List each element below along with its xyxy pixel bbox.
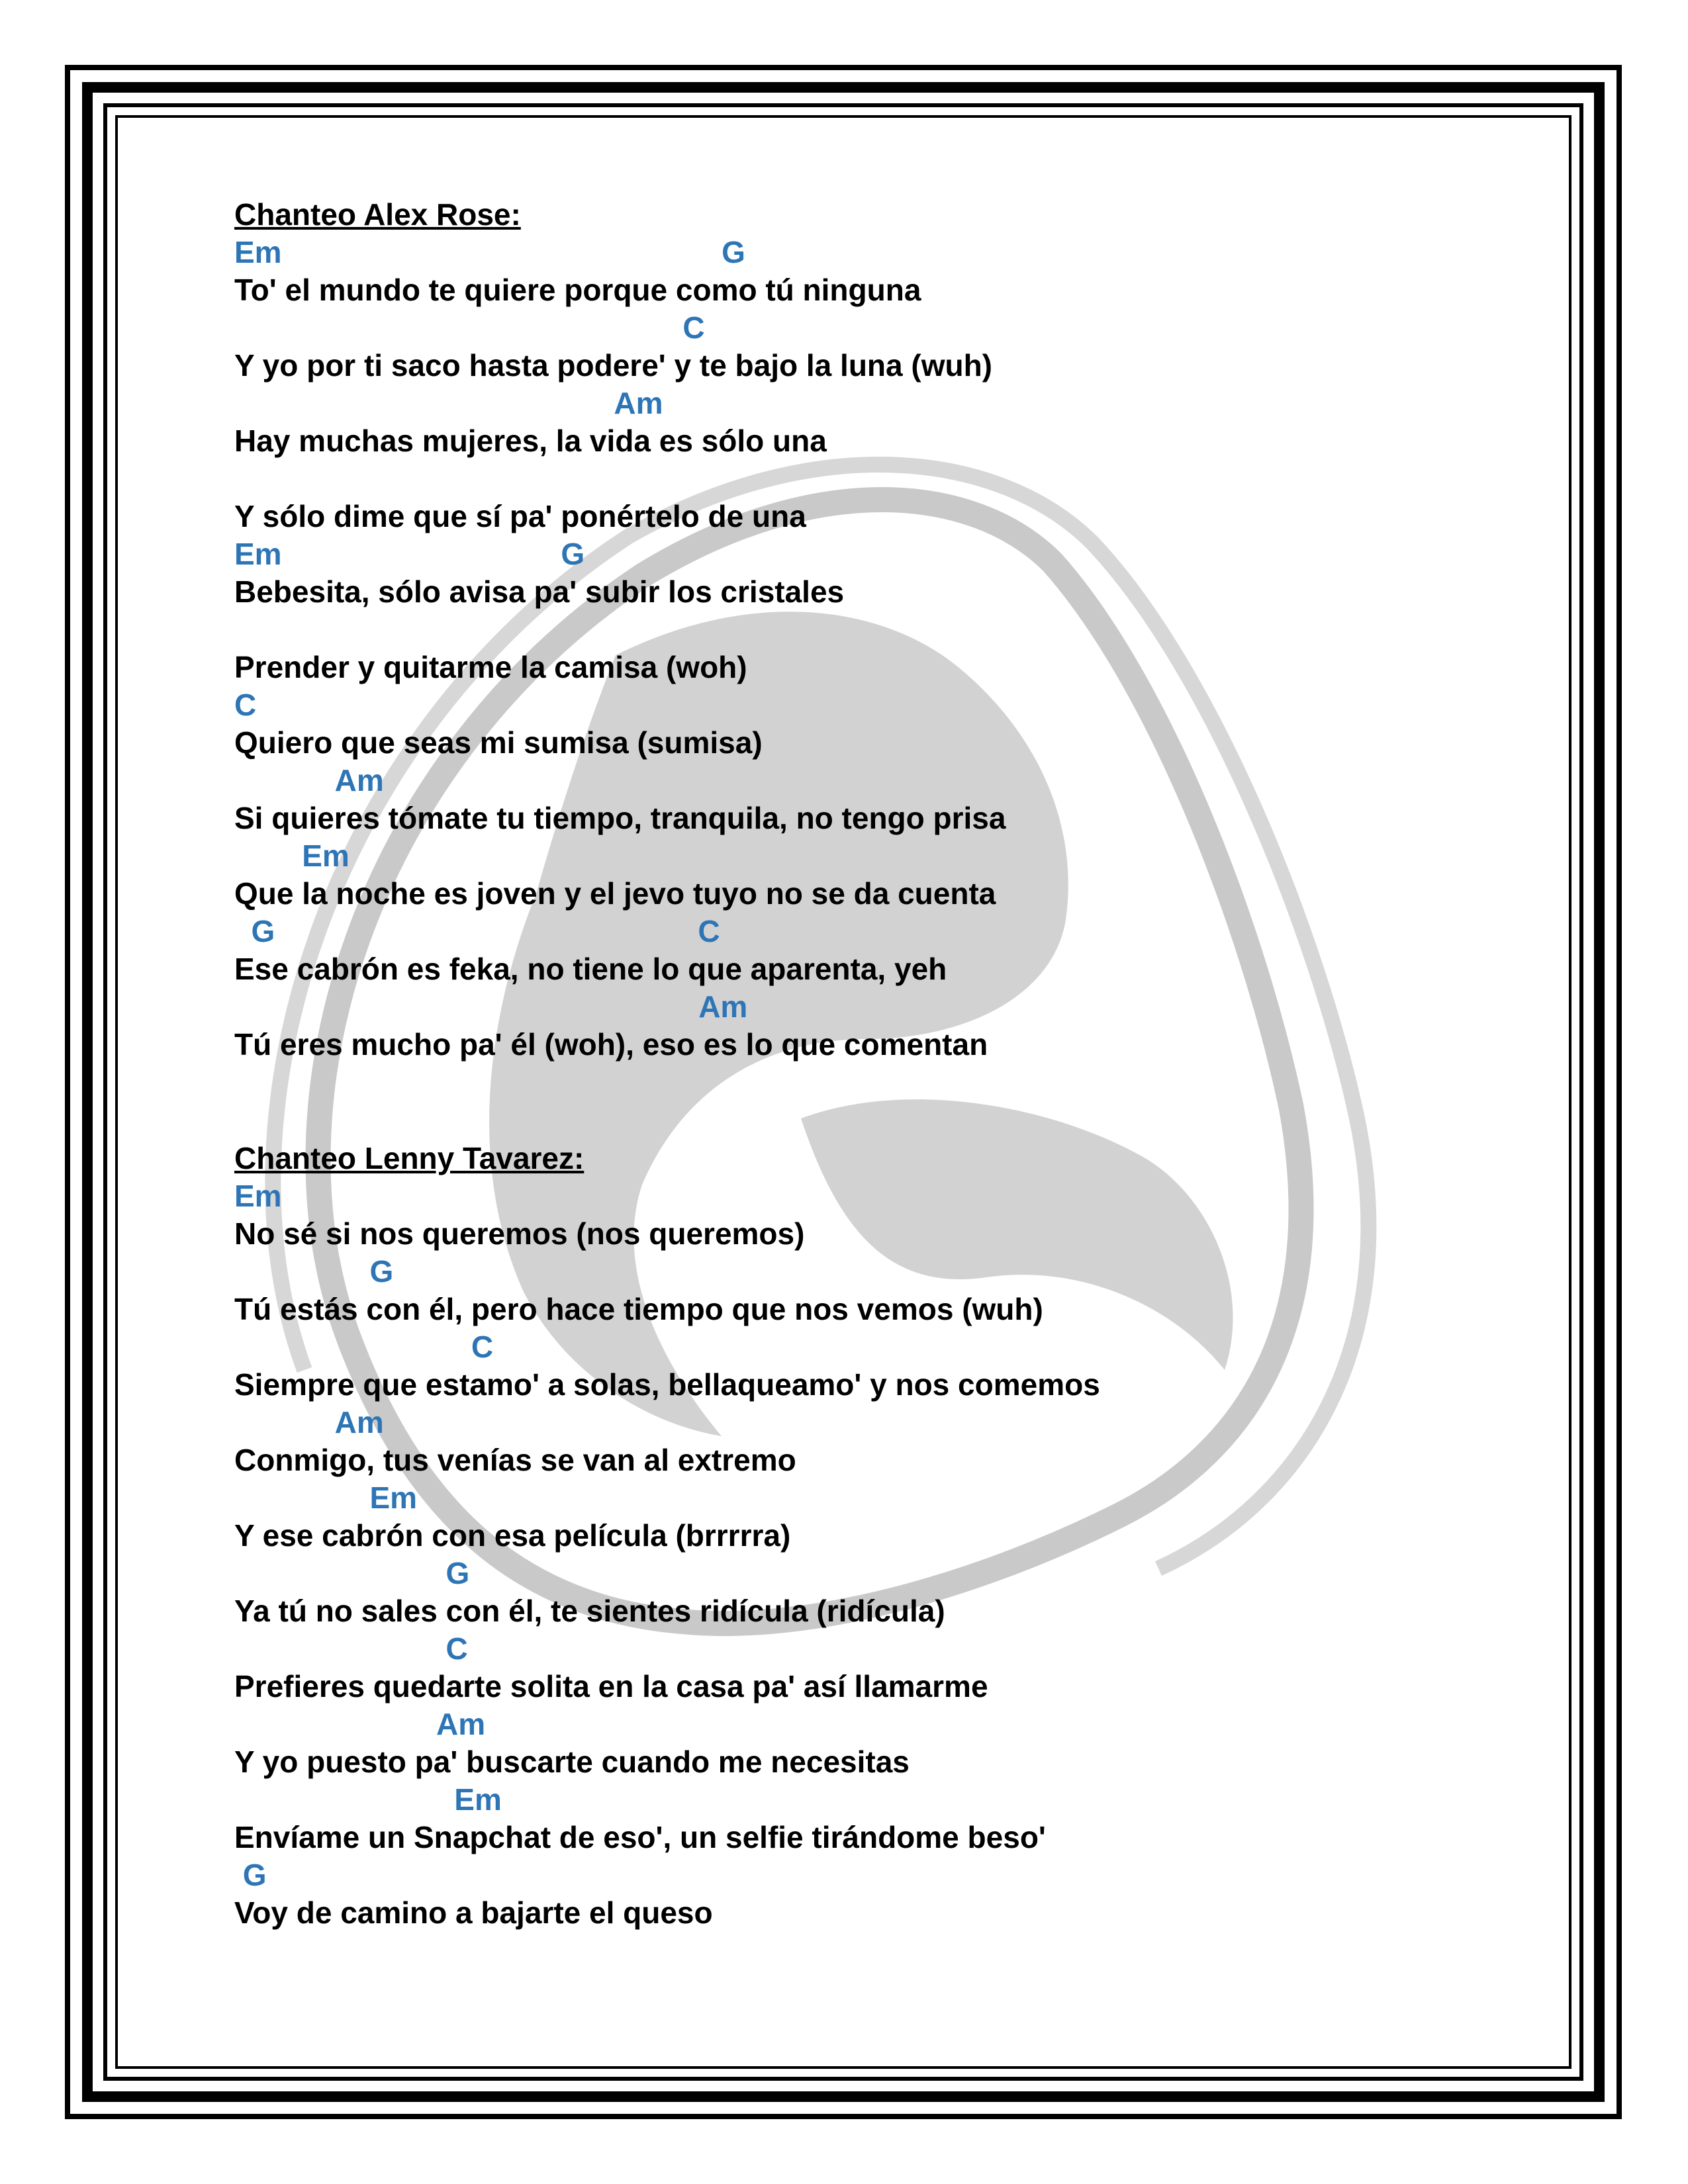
lyric-line: Y sólo dime que sí pa' ponértelo de una <box>234 499 806 533</box>
chord-line: Em <box>234 839 350 873</box>
lyric-line: Y yo puesto pa' buscarte cuando me necesitas <box>234 1745 910 1779</box>
lyric-line: Bebesita, sólo avisa pa' subir los cristales <box>234 574 845 609</box>
lyric-line: Tú eres mucho pa' él (woh), eso es lo que comentan <box>234 1027 988 1062</box>
chord-line: G C <box>234 914 720 948</box>
lyric-line: Que la noche es joven y el jevo tuyo no se da cuenta <box>234 876 996 911</box>
lyric-line: Ese cabrón es feka, no tiene lo que aparenta, yeh <box>234 952 947 986</box>
chord-line: Em G <box>234 235 745 269</box>
lyric-line: Envíame un Snapchat de eso', un selfie tirándome beso' <box>234 1820 1046 1854</box>
chord-line: Am <box>234 763 384 797</box>
chord-line: G <box>234 1556 470 1590</box>
lyric-line: Prefieres quedarte solita en la casa pa' así llamarme <box>234 1669 988 1704</box>
chord-line: G <box>234 1858 267 1892</box>
lyric-line: To' el mundo te quiere porque como tú ninguna <box>234 273 921 307</box>
chord-line: C <box>234 1330 494 1364</box>
lyric-line: Prender y quitarme la camisa (woh) <box>234 650 747 684</box>
chord-line: Am <box>234 1405 384 1439</box>
chord-line: Am <box>234 989 748 1024</box>
lyric-line: Tú estás con él, pero hace tiempo que nos vemos (wuh) <box>234 1292 1043 1326</box>
lyric-line: Y yo por ti saco hasta podere' y te bajo la luna (wuh) <box>234 348 992 383</box>
lyric-line: Si quieres tómate tu tiempo, tranquila, no tengo prisa <box>234 801 1006 835</box>
lyric-line: Y ese cabrón con esa película (brrrrra) <box>234 1518 791 1553</box>
chord-line: Em <box>234 1480 418 1515</box>
lyric-line: Quiero que seas mi sumisa (sumisa) <box>234 725 763 760</box>
lyric-line: Voy de camino a bajarte el queso <box>234 1895 713 1930</box>
chord-line: Am <box>234 1707 486 1741</box>
chord-line: C <box>234 688 257 722</box>
lyric-line: No sé si nos queremos (nos queremos) <box>234 1216 805 1251</box>
chord-line: Em G <box>234 537 585 571</box>
chord-line: C <box>234 310 705 345</box>
chord-line: C <box>234 1631 468 1666</box>
lyric-line: Conmigo, tus venías se van al extremo <box>234 1443 796 1477</box>
chord-line: Am <box>234 386 663 420</box>
section-heading: Chanteo Lenny Tavarez: <box>234 1141 585 1175</box>
chord-line: G <box>234 1254 394 1289</box>
lyric-line: Hay muchas mujeres, la vida es sólo una <box>234 424 827 458</box>
chord-line: Em <box>234 1782 502 1817</box>
chord-line: Em <box>234 1179 282 1213</box>
section-heading: Chanteo Alex Rose: <box>234 197 521 232</box>
lyric-line: Ya tú no sales con él, te sientes ridícula (ridícula) <box>234 1594 945 1628</box>
lyric-line: Siempre que estamo' a solas, bellaqueamo' y nos comemos <box>234 1367 1100 1402</box>
